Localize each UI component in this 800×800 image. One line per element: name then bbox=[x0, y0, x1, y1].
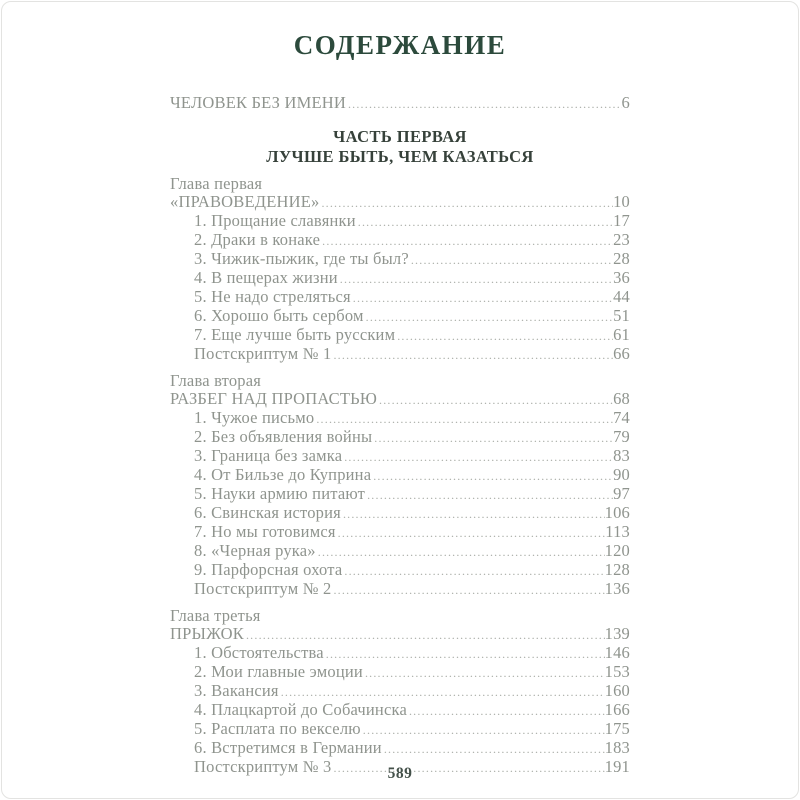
toc-entry bbox=[170, 212, 630, 231]
chapter-page: 68 bbox=[613, 389, 630, 408]
dot-leader bbox=[395, 327, 613, 345]
toc-entry bbox=[170, 466, 630, 485]
chapter-title: ПРЫЖОК bbox=[170, 624, 244, 643]
chapter-title-row bbox=[170, 625, 630, 644]
toc-entry bbox=[170, 250, 630, 269]
toc-entry bbox=[170, 739, 630, 758]
dot-leader bbox=[316, 543, 605, 561]
dot-leader bbox=[331, 346, 613, 364]
toc-entry-page: 97 bbox=[613, 484, 630, 503]
toc-entry-page: 106 bbox=[604, 503, 630, 522]
toc-entry-title: 4. В пещерах жизни bbox=[194, 268, 338, 287]
toc-entry-page: 36 bbox=[613, 268, 630, 287]
toc-entry-page: 23 bbox=[613, 230, 630, 249]
dot-leader bbox=[351, 289, 613, 307]
toc-entry-page: 160 bbox=[604, 681, 630, 700]
toc-entry-page: 128 bbox=[604, 560, 630, 579]
toc-entry bbox=[170, 561, 630, 580]
toc-entry bbox=[170, 288, 630, 307]
chapter-page: 10 bbox=[613, 192, 630, 211]
toc-entry-title: 2. Без объявления войны bbox=[194, 427, 373, 446]
toc-entry-page: 6 bbox=[621, 93, 630, 112]
dot-leader bbox=[356, 213, 613, 231]
part-heading-line2: ЛУЧШЕ БЫТЬ, ЧЕМ КАЗАТЬСЯ bbox=[266, 147, 534, 166]
dot-leader bbox=[382, 740, 605, 758]
toc-entry bbox=[170, 523, 630, 542]
chapter-title-row bbox=[170, 193, 630, 212]
toc-entry bbox=[170, 644, 630, 663]
toc-entry bbox=[170, 94, 630, 113]
dot-leader bbox=[407, 702, 605, 720]
chapter-label: Глава первая bbox=[170, 174, 263, 193]
toc-entry bbox=[170, 269, 630, 288]
dot-leader bbox=[244, 626, 605, 644]
chapter-label: Глава вторая bbox=[170, 371, 262, 390]
toc-entry-page: 166 bbox=[604, 700, 630, 719]
dot-leader bbox=[371, 467, 613, 485]
part-heading bbox=[170, 127, 630, 167]
chapter-title-row bbox=[170, 390, 630, 409]
toc-entry-title: 3. Чижик-пыжик, где ты был? bbox=[194, 249, 409, 268]
toc-entry-page: 153 bbox=[604, 662, 630, 681]
toc-entry bbox=[170, 580, 630, 599]
toc-entry-title: 4. Плацкартой до Собачинска bbox=[194, 700, 407, 719]
toc-entry-title: 1. Чужое письмо bbox=[194, 408, 315, 427]
toc-entry-title: Постскриптум № 3 bbox=[194, 757, 332, 776]
toc-entry-page: 51 bbox=[613, 306, 630, 325]
dot-leader bbox=[372, 429, 613, 447]
dot-leader bbox=[377, 391, 613, 409]
toc-entry bbox=[170, 428, 630, 447]
toc-entry-page: 113 bbox=[605, 522, 630, 541]
dot-leader bbox=[365, 486, 613, 504]
toc-entry-page: 175 bbox=[604, 719, 630, 738]
toc-entry bbox=[170, 663, 630, 682]
toc-entry-title: Постскриптум № 1 bbox=[194, 344, 332, 363]
chapter-page: 139 bbox=[604, 624, 630, 643]
toc-entry bbox=[170, 447, 630, 466]
toc-entry-page: 66 bbox=[613, 344, 630, 363]
toc-entry-title: Постскриптум № 2 bbox=[194, 579, 332, 598]
toc-entry-title: 5. Науки армию питают bbox=[194, 484, 366, 503]
toc-entry bbox=[170, 231, 630, 250]
toc-entry-page: 146 bbox=[604, 643, 630, 662]
toc-entry-title: 9. Парфорсная охота bbox=[194, 560, 343, 579]
toc-entry bbox=[170, 542, 630, 561]
dot-leader bbox=[320, 232, 613, 250]
dot-leader bbox=[361, 721, 605, 739]
toc-entry-title: 3. Граница без замка bbox=[194, 446, 343, 465]
toc-entry bbox=[170, 485, 630, 504]
toc-entry-title: 7. Но мы готовимся bbox=[194, 522, 336, 541]
chapter-title: «ПРАВОВЕДЕНИЕ» bbox=[170, 192, 320, 211]
chapter-block bbox=[170, 372, 630, 599]
toc-entry-page: 136 bbox=[604, 579, 630, 598]
toc-entry bbox=[170, 326, 630, 345]
dot-leader bbox=[314, 410, 613, 428]
toc-entry-title: 8. «Черная рука» bbox=[194, 541, 316, 560]
toc-entry-title: 5. Не надо стреляться bbox=[194, 287, 351, 306]
dot-leader bbox=[341, 505, 605, 523]
toc-entry bbox=[170, 682, 630, 701]
chapter-label: Глава третья bbox=[170, 606, 261, 625]
book-contents-page bbox=[170, 0, 630, 800]
toc-entry-page: 191 bbox=[604, 757, 630, 776]
toc-entry-title: 1. Обстоятельства bbox=[194, 643, 324, 662]
toc-entry-title: 2. Мои главные эмоции bbox=[194, 662, 363, 681]
toc-entry bbox=[170, 409, 630, 428]
toc-entry-page: 90 bbox=[613, 465, 630, 484]
toc-entry-page: 61 bbox=[613, 325, 630, 344]
table-of-contents bbox=[170, 94, 630, 777]
toc-entry-title: ЧЕЛОВЕК БЕЗ ИМЕНИ bbox=[170, 93, 346, 112]
toc-entry-title: 4. От Бильзе до Куприна bbox=[194, 465, 372, 484]
toc-entry-page: 17 bbox=[613, 211, 630, 230]
toc-entry-title: 6. Встретимся в Германии bbox=[194, 738, 382, 757]
toc-entry-title: 2. Драки в конаке bbox=[194, 230, 321, 249]
chapter-title: РАЗБЕГ НАД ПРОПАСТЬЮ bbox=[170, 389, 378, 408]
toc-entry-title: 6. Свинская история bbox=[194, 503, 341, 522]
toc-entry-title: 5. Расплата по векселю bbox=[194, 719, 361, 738]
dot-leader bbox=[338, 270, 613, 288]
folio-page-number: 589 bbox=[387, 765, 413, 782]
dot-leader bbox=[409, 251, 613, 269]
toc-entry-page: 28 bbox=[613, 249, 630, 268]
toc-entry bbox=[170, 504, 630, 523]
toc-entry-title: 1. Прощание славянки bbox=[194, 211, 356, 230]
part-heading-line1: ЧАСТЬ ПЕРВАЯ bbox=[333, 127, 467, 146]
toc-entry-page: 183 bbox=[604, 738, 630, 757]
dot-leader bbox=[342, 562, 604, 580]
dot-leader bbox=[363, 664, 605, 682]
dot-leader bbox=[336, 524, 606, 542]
dot-leader bbox=[364, 308, 613, 326]
dot-leader bbox=[324, 645, 605, 663]
dot-leader bbox=[319, 194, 613, 212]
toc-entry-page: 74 bbox=[613, 408, 630, 427]
toc-entry bbox=[170, 701, 630, 720]
toc-entry-page: 79 bbox=[613, 427, 630, 446]
toc-entry bbox=[170, 307, 630, 326]
toc-entry-page: 44 bbox=[613, 287, 630, 306]
chapter-block bbox=[170, 607, 630, 777]
dot-leader bbox=[279, 683, 605, 701]
toc-entry-title: 3. Вакансия bbox=[194, 681, 279, 700]
toc-entry-page: 83 bbox=[613, 446, 630, 465]
dot-leader bbox=[331, 581, 604, 599]
dot-leader bbox=[346, 95, 622, 113]
toc-entry-title: 6. Хорошо быть сербом bbox=[194, 306, 364, 325]
page-title: СОДЕРЖАНИЕ bbox=[293, 30, 507, 60]
toc-entry bbox=[170, 720, 630, 739]
dot-leader bbox=[342, 448, 613, 466]
toc-entry bbox=[170, 345, 630, 364]
toc-entry-title: 7. Еще лучше быть русским bbox=[194, 325, 396, 344]
toc-entry-page: 120 bbox=[604, 541, 630, 560]
chapter-block bbox=[170, 175, 630, 364]
